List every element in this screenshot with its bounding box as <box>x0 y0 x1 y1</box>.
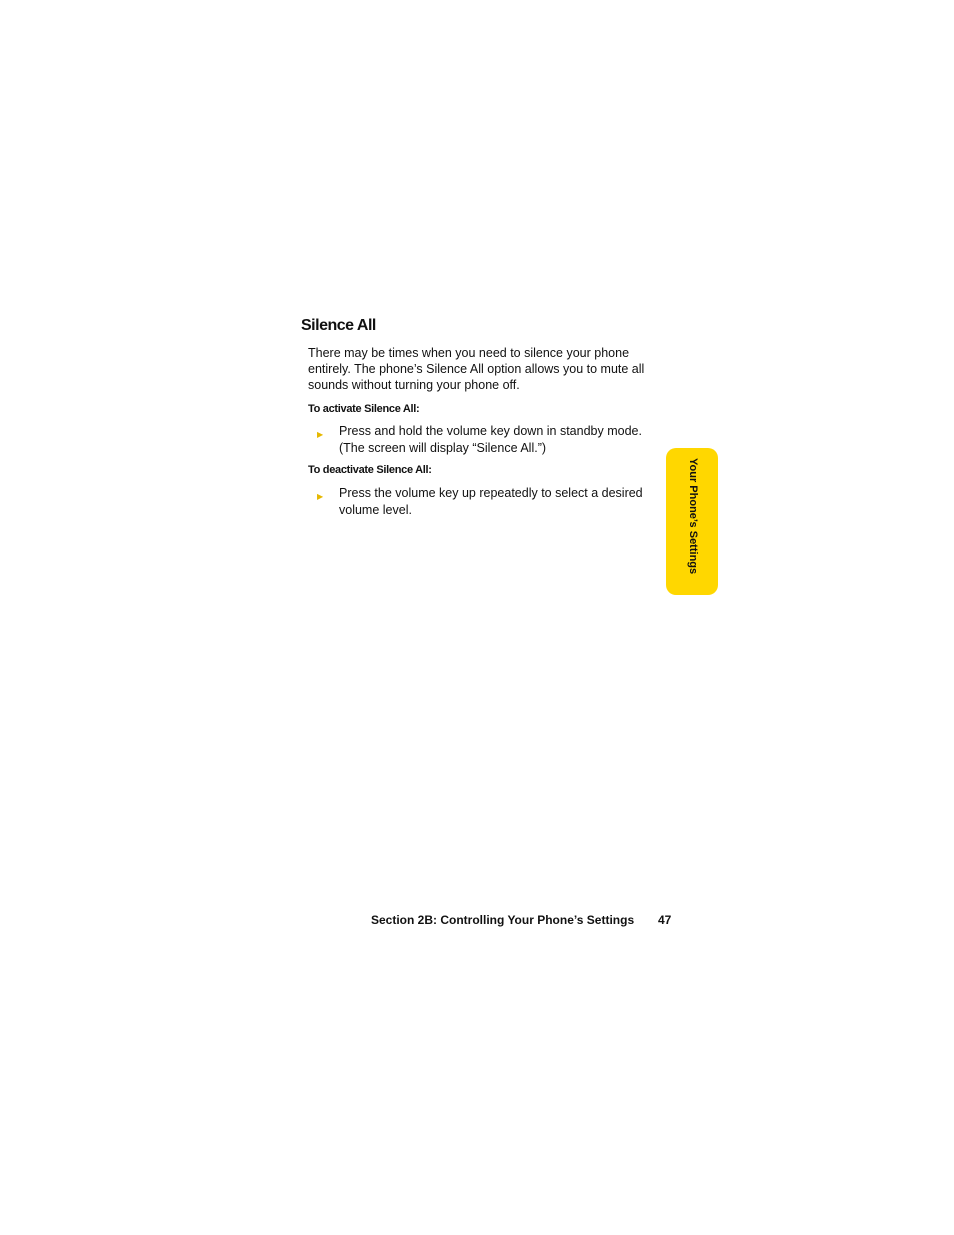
page-title: Silence All <box>301 317 376 334</box>
intro-paragraph: There may be times when you need to silence your phone entirely. The phone’s Silence All option allows you to mute all sounds without turning your phone off. <box>308 346 645 392</box>
page-number: 47 <box>658 913 672 927</box>
side-tab-label: Your Phone’s Settings <box>687 458 699 575</box>
section-side-tab <box>666 448 718 595</box>
step-text: Press and hold the volume key down in standby mode. (The screen will display “Silence All.”) <box>339 424 642 455</box>
step-text: Press the volume key up repeatedly to select a desired volume level. <box>339 486 643 517</box>
triangle-right-icon: ▶ <box>317 492 324 501</box>
list-item <box>317 423 662 456</box>
footer-section-title: Section 2B: Controlling Your Phone’s Settings <box>371 913 635 927</box>
deactivate-heading: To deactivate Silence All: <box>308 464 432 476</box>
list-item <box>317 485 662 518</box>
activate-heading: To activate Silence All: <box>308 403 420 415</box>
triangle-right-icon: ▶ <box>317 430 324 439</box>
